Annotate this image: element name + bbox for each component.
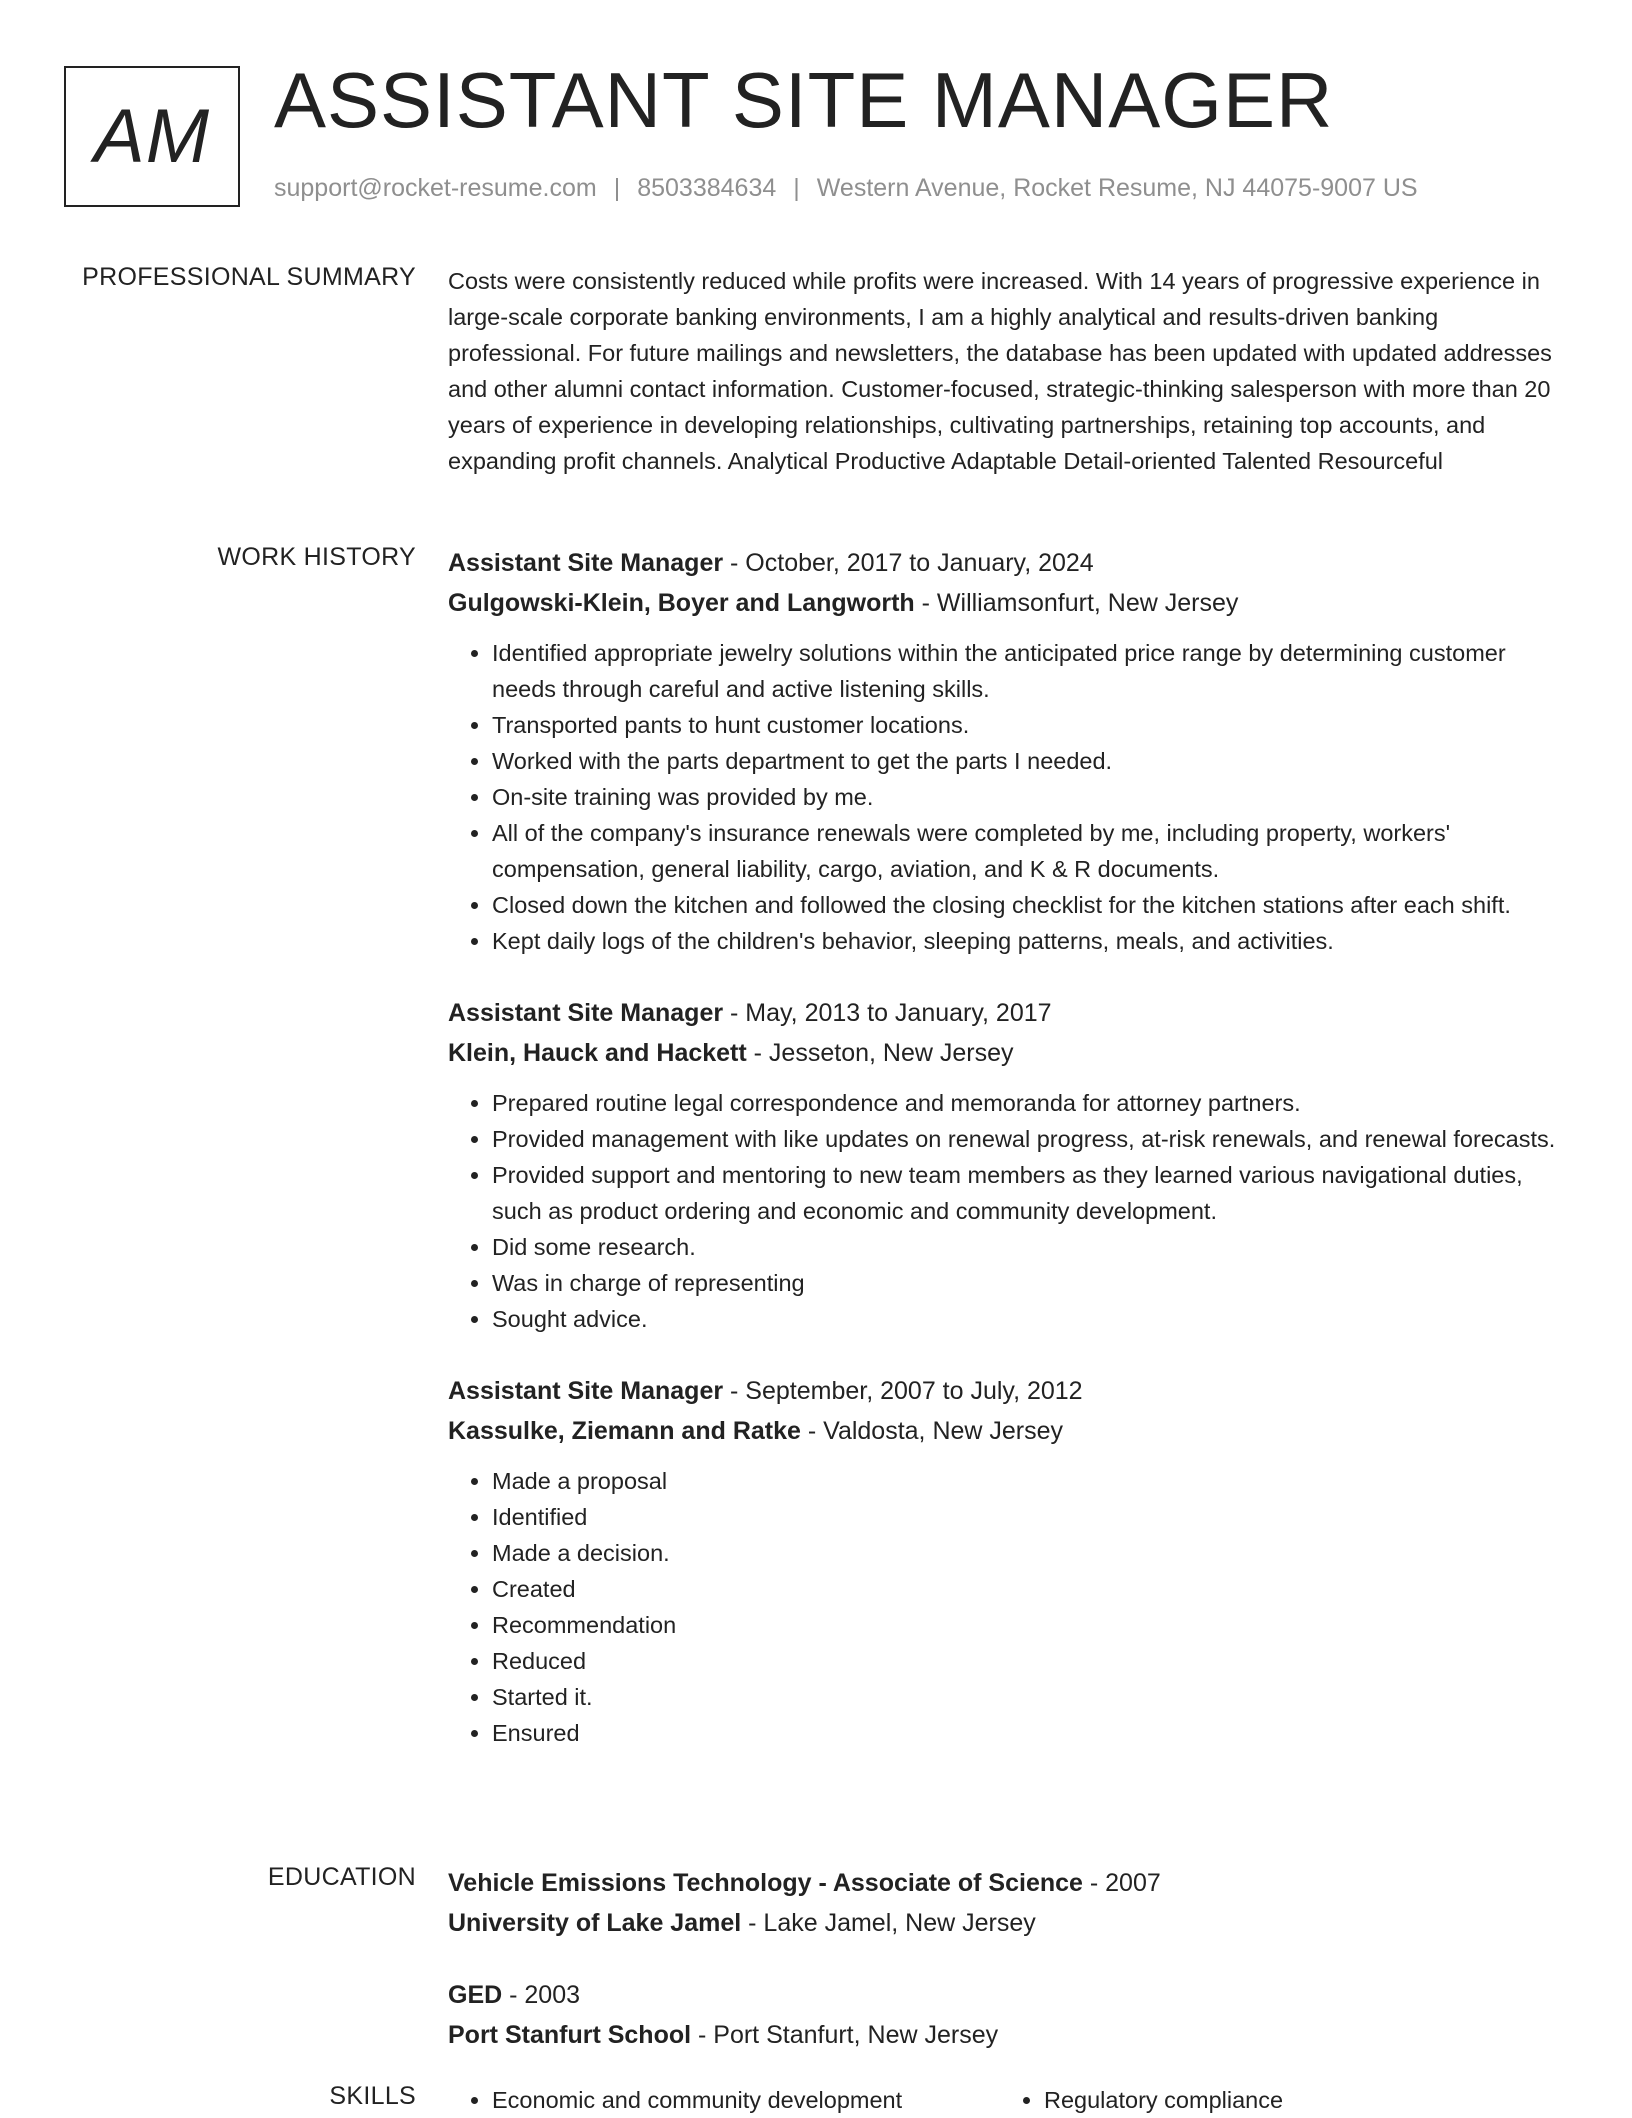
contact-email: support@rocket-resume.com [274, 174, 597, 202]
summary-body [448, 263, 1560, 479]
job-bullets [448, 1085, 1560, 1337]
job-company: Gulgowski-Klein, Boyer and Langworth [448, 589, 915, 617]
job-entry [448, 543, 1560, 959]
job-bullet: • Recommendation [492, 1607, 1560, 1643]
job-bullet: • Provided management with like updates on renewal progress, at-risk renewals, and renewal forecasts. [492, 1121, 1560, 1157]
job-bullet: • All of the company's insurance renewals were completed by me, including property, workers' compensation, general liability, cargo, aviation, and K & R documents. [492, 815, 1560, 887]
job-bullet: • Provided support and mentoring to new team members as they learned various navigational duties, such as product ordering and economic and community development. [492, 1157, 1560, 1229]
job-bullet: • On-site training was provided by me. [492, 779, 1560, 815]
skill-item: • Economic and community development [492, 2082, 1000, 2118]
skills-body [448, 2082, 1560, 2118]
contact-line [274, 174, 1418, 203]
education-location: - Lake Jamel, New Jersey [741, 1909, 1036, 1937]
skills-list-right [1000, 2082, 1552, 2118]
job-bullet: • Sought advice. [492, 1301, 1560, 1337]
job-company: Kassulke, Ziemann and Ratke [448, 1417, 801, 1445]
job-bullet: • Made a proposal [492, 1463, 1560, 1499]
job-title-line [448, 543, 1560, 583]
job-bullet: • Ensured [492, 1715, 1560, 1751]
education-degree: Vehicle Emissions Technology - Associate of Science [448, 1869, 1083, 1897]
monogram-logo [64, 66, 240, 207]
job-location: - Valdosta, New Jersey [800, 1417, 1064, 1445]
job-bullet: • Transported pants to hunt customer locations. [492, 707, 1560, 743]
job-title-line [448, 1371, 1560, 1411]
job-bullet: • Created [492, 1571, 1560, 1607]
job-bullet: • Reduced [492, 1643, 1560, 1679]
monogram-initials: AM [94, 94, 210, 179]
job-title: Assistant Site Manager [448, 999, 724, 1027]
job-bullet: • Identified appropriate jewelry solutions within the anticipated price range by determining customer needs through careful and active listening skills. [492, 635, 1560, 707]
job-location: - Williamsonfurt, New Jersey [914, 589, 1239, 617]
work-history-body [448, 543, 1560, 1785]
job-entry [448, 1371, 1560, 1751]
job-dates: - September, 2007 to July, 2012 [723, 1377, 1083, 1405]
section-label-summary: PROFESSIONAL SUMMARY [82, 263, 416, 291]
job-dates: - October, 2017 to January, 2024 [723, 549, 1094, 577]
section-label-work-history: WORK HISTORY [217, 543, 416, 571]
skills-list-left [448, 2082, 1000, 2118]
section-label-education: EDUCATION [267, 1863, 416, 1891]
job-bullet: • Identified [492, 1499, 1560, 1535]
job-company: Klein, Hauck and Hackett [448, 1039, 747, 1067]
contact-address: Western Avenue, Rocket Resume, NJ 44075-9007 US [816, 174, 1418, 202]
job-bullets [448, 1463, 1560, 1751]
job-bullets [448, 635, 1560, 959]
education-body [448, 1863, 1560, 2087]
skills-columns [448, 2082, 1560, 2118]
job-bullet: • Kept daily logs of the children's behavior, sleeping patterns, meals, and activities. [492, 923, 1560, 959]
job-title-line [448, 993, 1560, 1033]
summary-text: Costs were consistently reduced while profits were increased. With 14 years of progressive experience in large-scale corporate banking environments, I am a highly analytical and results-driven banking professional. For future mailings and newsletters, the database has been updated with updated addresses and other alumni contact information. Customer-focused, strategic-thinking salesperson with more than 20 years of experience in developing relationships, cultivating partnerships, retaining top accounts, and expanding profit channels. Analytical Productive Adaptable Detail-oriented Talented Resourceful [448, 268, 1552, 474]
job-company-line [448, 1411, 1560, 1451]
job-title: Assistant Site Manager [448, 1377, 724, 1405]
section-label-skills: SKILLS [329, 2082, 416, 2110]
job-title: Assistant Site Manager [448, 549, 724, 577]
contact-phone: 8503384634 [637, 174, 777, 202]
education-school-line [448, 2015, 1560, 2055]
job-company-line [448, 1033, 1560, 1073]
education-degree-line [448, 1975, 1560, 2015]
job-bullet: • Started it. [492, 1679, 1560, 1715]
education-entry [448, 1975, 1560, 2055]
job-dates: - May, 2013 to January, 2017 [723, 999, 1052, 1027]
education-entry [448, 1863, 1560, 1943]
job-location: - Jesseton, New Jersey [746, 1039, 1014, 1067]
job-bullet: • Was in charge of representing [492, 1265, 1560, 1301]
job-bullet: • Did some research. [492, 1229, 1560, 1265]
job-bullet: • Closed down the kitchen and followed the closing checklist for the kitchen stations after each shift. [492, 887, 1560, 923]
education-year: - 2007 [1082, 1869, 1161, 1897]
education-degree: GED [448, 1981, 503, 2009]
job-company-line [448, 583, 1560, 623]
education-school-line [448, 1903, 1560, 1943]
education-school: Port Stanfurt School [448, 2021, 692, 2049]
education-degree-line [448, 1863, 1560, 1903]
skill-item: • Regulatory compliance [1044, 2082, 1552, 2118]
education-year: - 2003 [502, 1981, 581, 2009]
contact-separator: | [793, 174, 800, 202]
resume-title: ASSISTANT SITE MANAGER [274, 56, 1334, 144]
job-bullet: • Prepared routine legal correspondence and memoranda for attorney partners. [492, 1085, 1560, 1121]
education-school: University of Lake Jamel [448, 1909, 742, 1937]
contact-separator: | [613, 174, 621, 202]
education-location: - Port Stanfurt, New Jersey [691, 2021, 999, 2049]
job-entry [448, 993, 1560, 1337]
job-bullet: • Made a decision. [492, 1535, 1560, 1571]
job-bullet: • Worked with the parts department to get the parts I needed. [492, 743, 1560, 779]
